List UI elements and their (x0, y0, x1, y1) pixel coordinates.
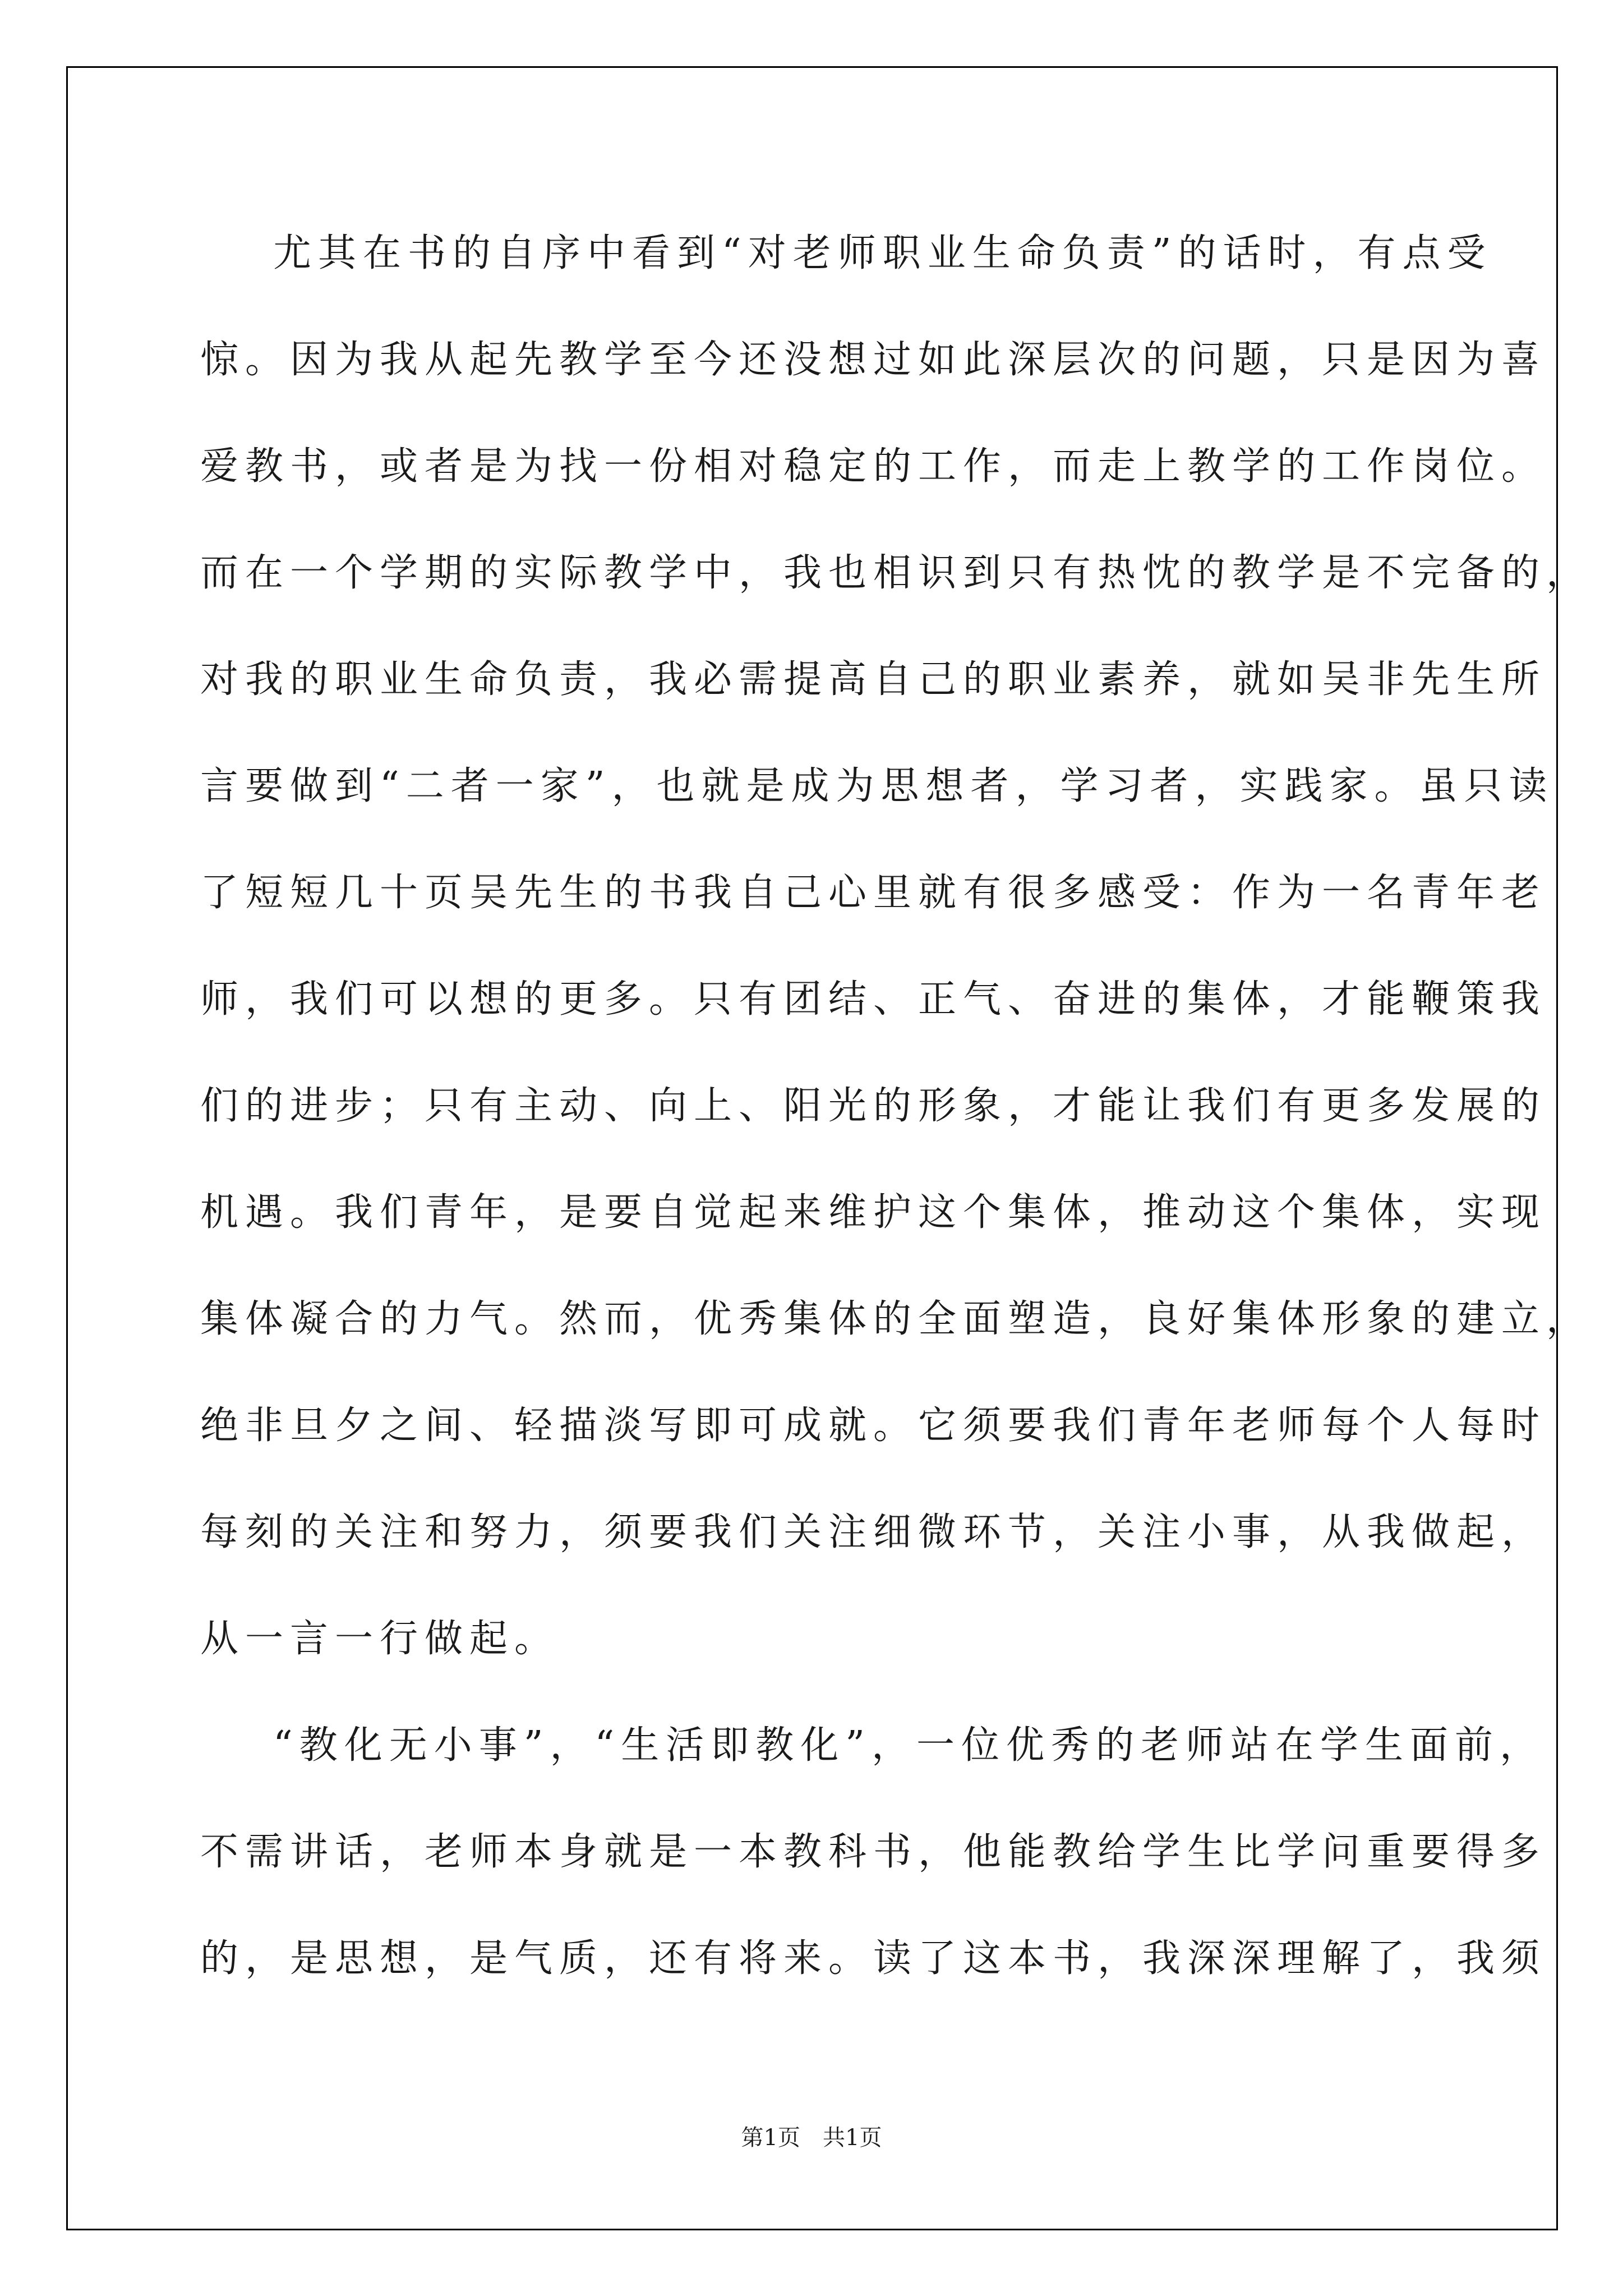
paragraph-line: 集体凝合的力气。然而，优秀集体的全面塑造，良好集体形象的建立， (200, 1297, 1592, 1341)
paragraph-line: 尤其在书的自序中看到“对老师职业生命负责”的话时，有点受 (273, 231, 1492, 275)
paragraph-line: 而在一个学期的实际教学中，我也相识到只有热忱的教学是不完备的， (200, 551, 1592, 595)
paragraph-line: 不需讲话，老师本身就是一本教科书，他能教给学生比学问重要得多 (200, 1830, 1547, 1874)
paragraph-line: 绝非旦夕之间、轻描淡写即可成就。它须要我们青年老师每个人每时 (200, 1404, 1547, 1448)
paragraph-line: 们的进步；只有主动、向上、阳光的形象，才能让我们有更多发展的 (200, 1084, 1547, 1128)
paragraph-line: 从一言一行做起。 (200, 1617, 560, 1661)
page-border (66, 66, 1558, 2230)
paragraph-line: 的，是思想，是气质，还有将来。读了这本书，我深深理解了，我须 (200, 1936, 1547, 1981)
paragraph-line: 爱教书，或者是为找一份相对稳定的工作，而走上教学的工作岗位。 (200, 444, 1547, 489)
paragraph-line: “教化无小事”，“生活即教化”，一位优秀的老师站在学生面前， (273, 1723, 1545, 1768)
paragraph-line: 每刻的关注和努力，须要我们关注细微环节，关注小事，从我做起， (200, 1510, 1547, 1554)
paragraph-line: 机遇。我们青年，是要自觉起来维护这个集体，推动这个集体，实现 (200, 1190, 1547, 1235)
page-footer: 第1页 共1页 (741, 2125, 882, 2151)
paragraph-line: 对我的职业生命负责，我必需提高自己的职业素养，就如吴非先生所 (200, 657, 1547, 702)
paragraph-line: 了短短几十页吴先生的书我自己心里就有很多感受：作为一名青年老 (200, 871, 1547, 915)
paragraph-line: 师，我们可以想的更多。只有团结、正气、奋进的集体，才能鞭策我 (200, 977, 1547, 1022)
paragraph-line: 惊。因为我从起先教学至今还没想过如此深层次的问题，只是因为喜 (200, 338, 1547, 382)
paragraph-line: 言要做到“二者一家”，也就是成为思想者，学习者，实践家。虽只读 (200, 764, 1554, 808)
